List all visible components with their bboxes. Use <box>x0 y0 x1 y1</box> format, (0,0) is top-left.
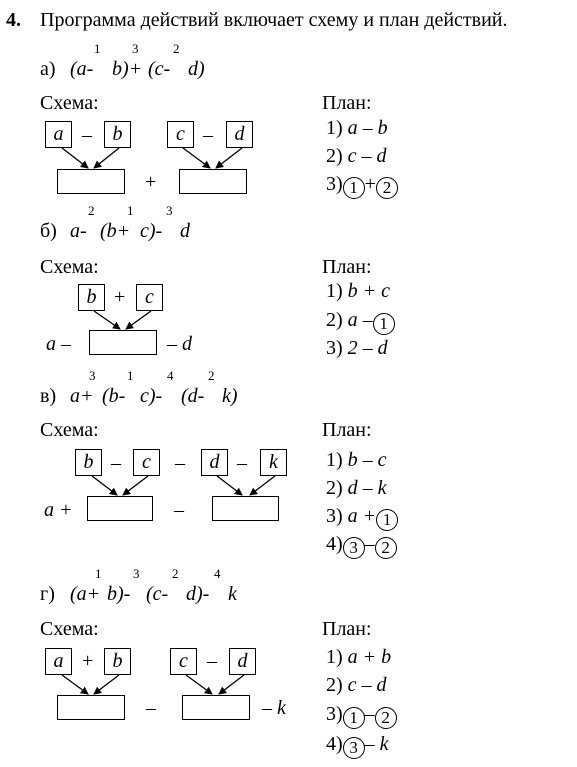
operator: – <box>237 452 247 474</box>
step-reference-circle: 2 <box>375 537 397 559</box>
arrow <box>183 148 210 168</box>
operand-box: c <box>167 121 194 148</box>
operation-order: 4 <box>214 566 221 581</box>
plan-step: 1) a + b <box>326 646 392 668</box>
arrow <box>94 148 119 168</box>
operator: – <box>82 124 92 146</box>
expression-term: (c- <box>148 58 171 80</box>
part-letter: б) <box>40 220 57 242</box>
plan-step: 1) a – b <box>326 117 388 139</box>
operator: + <box>114 286 126 308</box>
plan-step: 2) d – k <box>326 477 387 499</box>
expression-term: (d- <box>181 385 205 407</box>
operand-box: d <box>229 648 256 675</box>
operator: + <box>145 171 157 193</box>
arrow <box>94 311 120 329</box>
operand-box: a <box>45 121 72 148</box>
expression-term: k <box>228 583 237 605</box>
plan-step: 3) 1 – 2 <box>326 703 397 729</box>
operand-box: b <box>104 121 131 148</box>
part-letter: г) <box>40 583 55 605</box>
step-reference-circle: 3 <box>343 737 365 759</box>
problem-number: 4. <box>6 9 21 31</box>
arrow <box>123 476 148 495</box>
expression-term: (b- <box>102 385 126 407</box>
plan-step: 2) a – 1 <box>326 309 395 335</box>
expression-term: (a+ <box>70 583 101 605</box>
scheme-label: Схема: <box>40 618 99 640</box>
arrow <box>216 148 242 168</box>
step-reference-circle: 2 <box>375 707 397 729</box>
step-reference-circle: 1 <box>343 177 365 199</box>
operation-order: 2 <box>88 203 95 218</box>
operation-order: 1 <box>95 566 102 581</box>
expression-part: a + <box>44 499 73 521</box>
plan-label: План: <box>322 256 372 278</box>
expression-term: k) <box>222 385 238 407</box>
expression-term: c)- <box>140 220 163 242</box>
operand-box: b <box>75 449 102 476</box>
arrow <box>94 675 119 694</box>
operation-order: 2 <box>173 41 180 56</box>
operation-order: 3 <box>89 368 96 383</box>
expression-part: a – <box>46 333 71 355</box>
plan-label: План: <box>322 618 372 640</box>
expression-term: a- <box>70 220 87 242</box>
operation-order: 3 <box>166 203 173 218</box>
operator: – <box>111 452 121 474</box>
operand-box: d <box>201 449 228 476</box>
expression-term: (b+ <box>100 220 131 242</box>
expression-term: d)- <box>186 583 210 605</box>
plan-step: 4) 3 – 2 <box>326 533 397 559</box>
arrow <box>219 675 244 694</box>
plan-step: 1) b – c <box>326 449 387 471</box>
plan-step: 2) c – d <box>326 145 387 167</box>
plan-label: План: <box>322 419 372 441</box>
arrow <box>92 476 117 495</box>
operation-order: 2 <box>172 566 179 581</box>
arrow <box>217 476 242 495</box>
problem-statement: Программа действий включает схему и план действий. <box>40 9 508 31</box>
plan-step: 3) a + 1 <box>326 505 398 531</box>
plan-step: 2) c – d <box>326 674 387 696</box>
expression-term: c)- <box>140 385 163 407</box>
expression-term: b)+ <box>112 58 143 80</box>
operation-order: 1 <box>127 368 134 383</box>
operand-box: c <box>133 449 160 476</box>
step-reference-circle: 2 <box>376 177 398 199</box>
step-reference-circle: 1 <box>376 509 398 531</box>
operation-order: 1 <box>127 203 134 218</box>
part-letter: в) <box>40 385 57 407</box>
part-letter: а) <box>40 58 56 80</box>
step-reference-circle: 1 <box>343 707 365 729</box>
operator: – <box>146 697 156 719</box>
operation-order: 3 <box>132 41 139 56</box>
plan-step: 1) b + c <box>326 280 391 302</box>
operator: + <box>82 650 94 672</box>
expression-part: – d <box>167 333 192 355</box>
arrow <box>126 311 151 329</box>
expression-term: a+ <box>70 385 94 407</box>
operation-order: 2 <box>208 368 215 383</box>
operand-box: k <box>260 449 287 476</box>
operand-box: b <box>78 284 105 311</box>
arrow <box>62 675 88 694</box>
plan-step: 4) 3 – k <box>326 733 389 757</box>
expression-term: b)- <box>107 583 131 605</box>
step-reference-circle: 1 <box>373 313 395 335</box>
plan-step: 3) 2 – d <box>326 337 388 359</box>
operator: – <box>175 452 185 474</box>
operation-order: 4 <box>167 368 174 383</box>
operator: – <box>207 650 217 672</box>
scheme-label: Схема: <box>40 419 99 441</box>
plan-step: 3) 1 + 2 <box>326 173 398 199</box>
arrow <box>62 148 88 168</box>
expression-term: d) <box>188 58 205 80</box>
scheme-label: Схема: <box>40 256 99 278</box>
operand-box: c <box>170 648 197 675</box>
operator: – <box>174 499 184 521</box>
arrow <box>250 476 275 495</box>
plan-label: План: <box>322 92 372 114</box>
step-reference-circle: 3 <box>343 537 365 559</box>
expression-term: d <box>180 220 190 242</box>
scheme-label: Схема: <box>40 92 99 114</box>
arrow <box>186 675 212 694</box>
operand-box: d <box>226 121 253 148</box>
expression-part: – k <box>262 697 286 719</box>
operation-order: 3 <box>133 566 140 581</box>
operator: – <box>203 124 213 146</box>
expression-term: (c- <box>146 583 169 605</box>
operand-box: b <box>104 648 131 675</box>
operand-box: c <box>136 284 163 311</box>
operand-box: a <box>45 648 72 675</box>
expression-term: (a- <box>70 58 94 80</box>
operation-order: 1 <box>94 41 101 56</box>
